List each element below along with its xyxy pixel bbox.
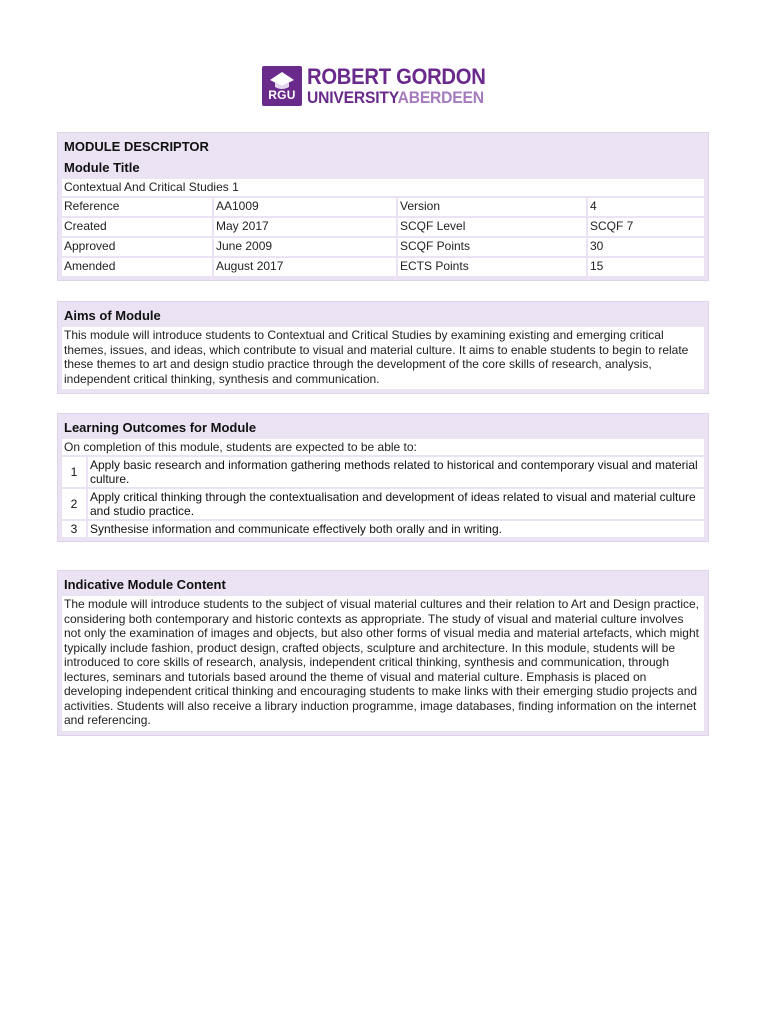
logo-wordmark (307, 66, 501, 106)
ects-points-value: 15 (588, 258, 704, 276)
aims-text: This module will introduce students to Contextual and Critical Studies by examining existing and emerging critical themes, issues, and ideas, which contribute to visual and material culture. It aims to enable students to begin to relate these themes to art and design studio practice through the development of the core skills of research, analysis, independent critical thinking, synthesis and communication. (62, 327, 704, 389)
aims-panel (57, 301, 709, 394)
learning-outcomes-heading: Learning Outcomes for Module (64, 420, 257, 435)
rgu-badge-icon (262, 66, 302, 106)
aims-heading: Aims of Module (64, 308, 161, 323)
module-title-value: Contextual And Critical Studies 1 (62, 179, 704, 196)
learning-outcome-text: Apply basic research and information gathering methods related to historical and contemporary visual and material culture. (88, 457, 704, 487)
reference-value: AA1009 (214, 198, 396, 216)
version-label: Version (398, 198, 586, 216)
created-label: Created (62, 218, 212, 236)
logo-line-university-aberdeen: UNIVERSITYABERDEEN (307, 88, 484, 107)
learning-outcome-number: 2 (62, 489, 86, 519)
learning-outcome-number: 1 (62, 457, 86, 487)
logo-badge-text: RGU (268, 88, 296, 102)
module-descriptor-panel (57, 132, 709, 281)
ects-points-label: ECTS Points (398, 258, 586, 276)
amended-value: August 2017 (214, 258, 396, 276)
scqf-points-label: SCQF Points (398, 238, 586, 256)
reference-label: Reference (62, 198, 212, 216)
indicative-content-text: The module will introduce students to the subject of visual material cultures and their relation to Art and Design practice, considering both contemporary and historic contexts as appropriate. The study of visual and material culture involves not only the examination of images and objects, but also other forms of visual media and material artefacts, which might typically include fashion, product design, crafted objects, sculpture and architecture. In this module, students will be introduced to core skills of research, analysis, independent critical thinking, synthesis and communication, through lectures, seminars and tutorials based around the theme of visual and material culture. Emphasis is placed on developing independent critical thinking and encouraging students to make links with their emerging studio projects and activities. Students will also receive a library induction programme, image databases, finding information on the internet and referencing. (62, 596, 704, 731)
module-title-label: Module Title (64, 160, 140, 175)
amended-label: Amended (62, 258, 212, 276)
indicative-content-panel (57, 570, 709, 736)
created-value: May 2017 (214, 218, 396, 236)
descriptor-details-grid (62, 198, 704, 276)
approved-value: June 2009 (214, 238, 396, 256)
scqf-level-label: SCQF Level (398, 218, 586, 236)
scqf-level-value: SCQF 7 (588, 218, 704, 236)
learning-outcome-item (62, 457, 704, 487)
scqf-points-value: 30 (588, 238, 704, 256)
version-value: 4 (588, 198, 704, 216)
learning-outcome-text: Apply critical thinking through the contextualisation and development of ideas related to visual and material culture and studio practice. (88, 489, 704, 519)
learning-outcome-number: 3 (62, 521, 86, 537)
indicative-content-heading: Indicative Module Content (64, 577, 226, 592)
learning-outcome-item (62, 489, 704, 519)
logo-line-robert-gordon: ROBERT GORDON (307, 64, 486, 89)
learning-outcome-item (62, 521, 704, 537)
learning-outcomes-intro: On completion of this module, students are expected to be able to: (62, 439, 704, 455)
university-logo (262, 66, 501, 106)
module-descriptor-heading: MODULE DESCRIPTOR (64, 139, 209, 154)
learning-outcome-text: Synthesise information and communicate effectively both orally and in writing. (88, 521, 704, 537)
approved-label: Approved (62, 238, 212, 256)
learning-outcomes-panel (57, 413, 709, 542)
